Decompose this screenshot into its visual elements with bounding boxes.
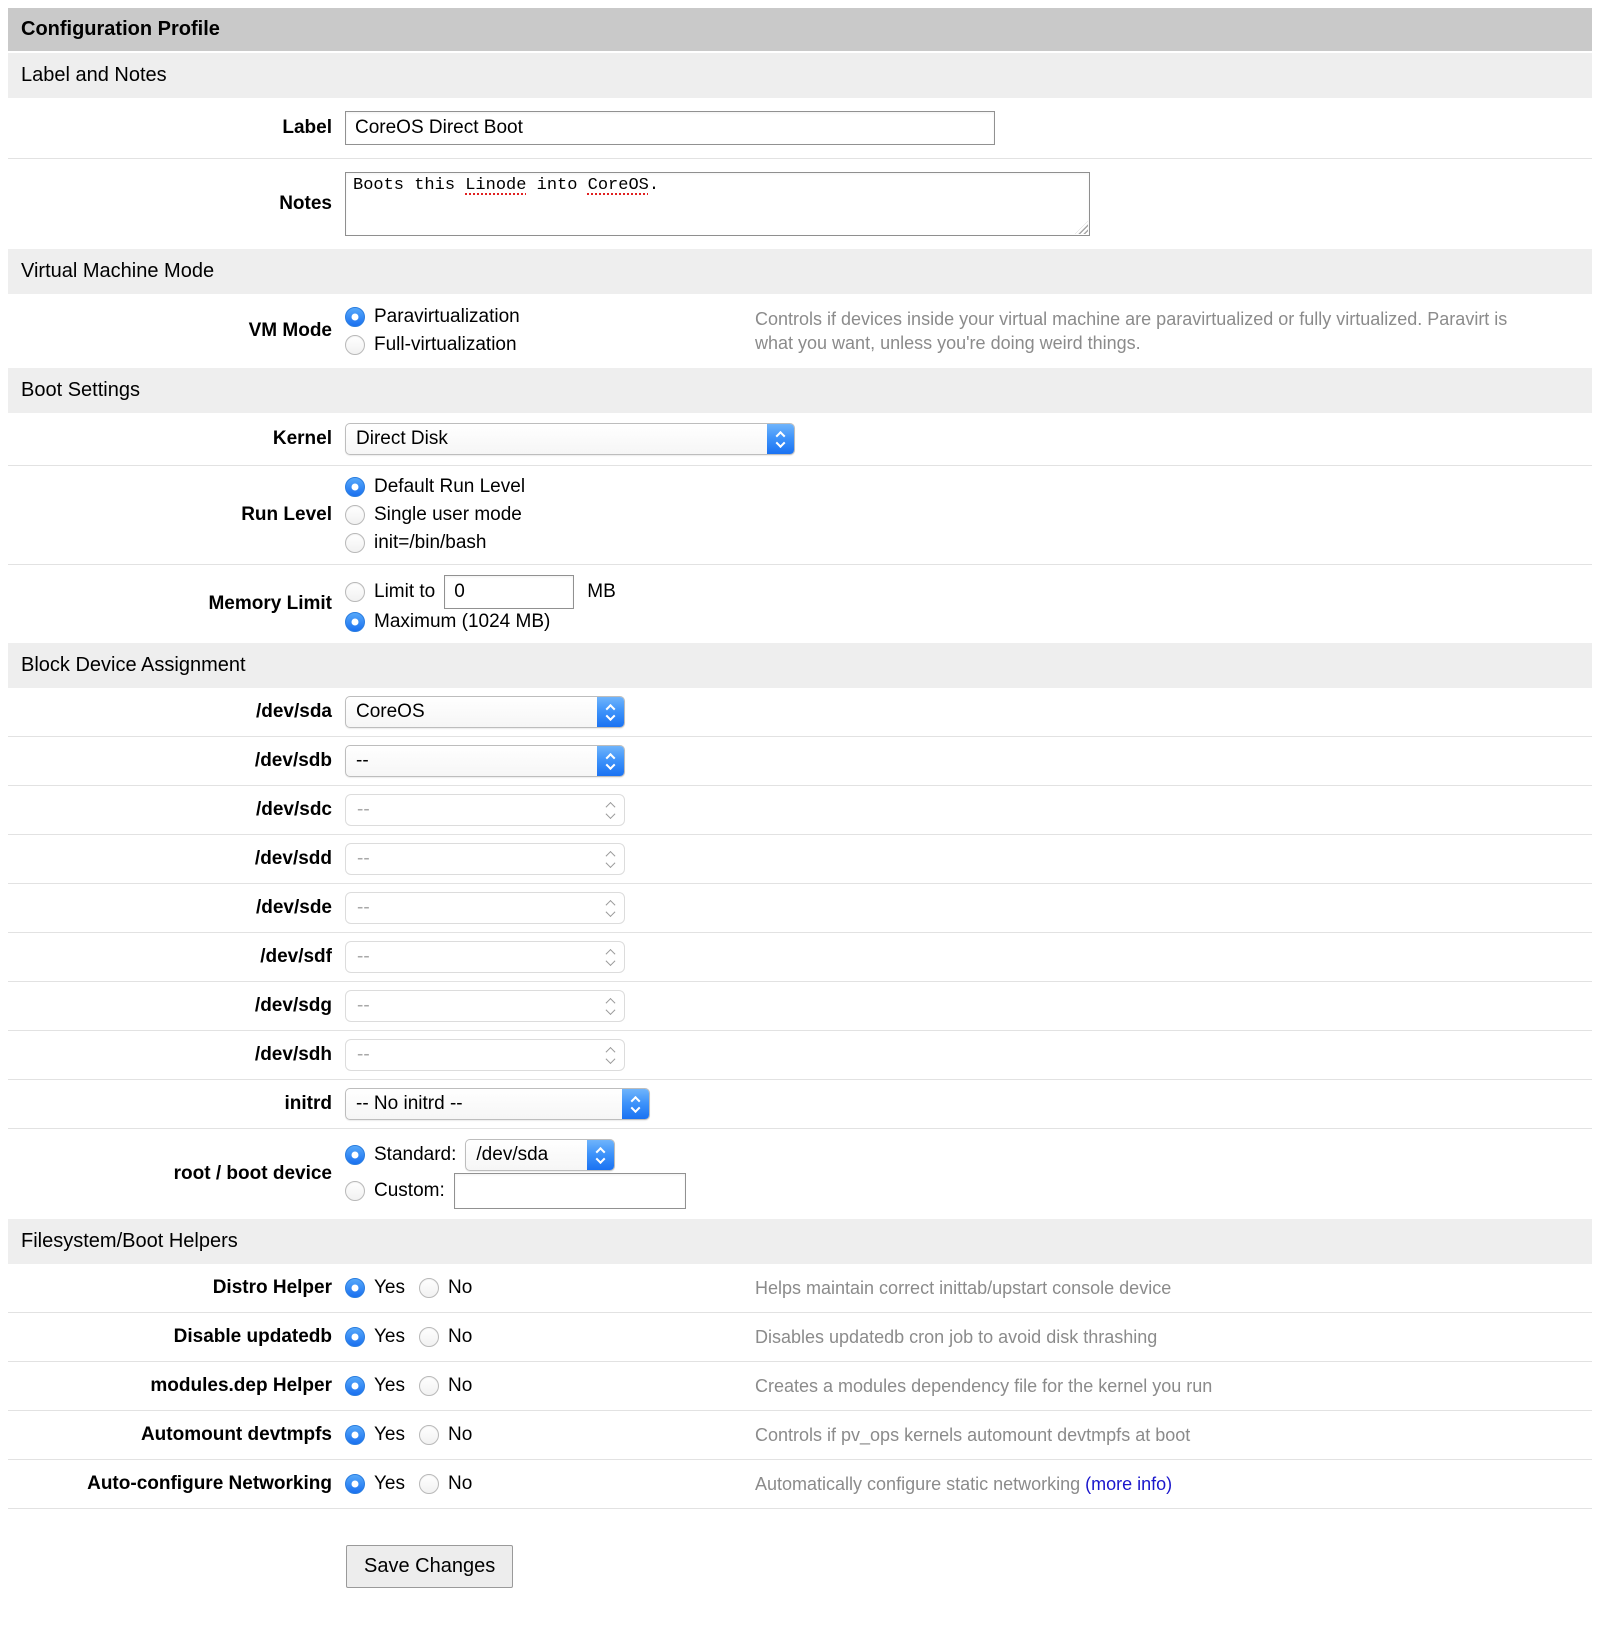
radio-option-yes[interactable] [345, 1373, 405, 1399]
radio-unselected-icon[interactable] [419, 1376, 439, 1396]
textarea-resize-handle-icon[interactable] [1075, 221, 1088, 234]
vm-mode-help-text: Controls if devices inside your virtual machine are paravirtualized or fully virtualized. Paravirt is what you want, unless you're doing weird things. [755, 308, 1508, 353]
device-label: /dev/sdc [255, 799, 332, 820]
kernel-label: Kernel [272, 428, 332, 449]
radio-option-no[interactable] [419, 1373, 472, 1399]
radio-label[interactable]: init=/bin/bash [374, 532, 487, 553]
more-info-link[interactable]: (more info) [1085, 1473, 1173, 1494]
initrd-select-value: -- No initrd -- [356, 1093, 463, 1114]
memory-limit-row [8, 564, 1592, 643]
memory-unit-label: MB [587, 581, 616, 602]
device-select-value: -- [357, 995, 370, 1016]
section-heading-block-devices: Block Device Assignment [8, 643, 1592, 688]
device-select-sdg-disabled [345, 990, 625, 1022]
section-heading-label-and-notes: Label and Notes [8, 53, 1592, 98]
device-select-sde-disabled [345, 892, 625, 924]
label-input[interactable] [345, 111, 995, 145]
device-label: /dev/sdf [260, 946, 332, 967]
select-arrows-icon [607, 998, 614, 1015]
device-select-sdc-disabled [345, 794, 625, 826]
device-select-value: -- [357, 799, 370, 820]
block-device-row-sdf [8, 932, 1592, 981]
helper-label: Automount devtmpfs [140, 1424, 332, 1445]
section-heading-boot-settings: Boot Settings [8, 368, 1592, 413]
run-level-row [8, 465, 1592, 564]
radio-option-limit-to[interactable] [345, 575, 1592, 609]
radio-unselected-icon[interactable] [419, 1425, 439, 1445]
device-select-sdh-disabled [345, 1039, 625, 1071]
radio-option-full-virtualization[interactable] [345, 332, 755, 358]
helper-help-text: Helps maintain correct inittab/upstart console device [755, 1277, 1172, 1298]
device-select-sdd-disabled [345, 843, 625, 875]
device-select-value: -- [357, 946, 370, 967]
section-block-device-assignment [8, 643, 1592, 1219]
radio-option-no[interactable] [419, 1471, 472, 1497]
radio-label[interactable]: No [448, 1326, 473, 1347]
vm-mode-row [8, 294, 1592, 368]
page-title: Configuration Profile [8, 8, 1592, 51]
notes-misspelled-word: Linode [465, 176, 527, 195]
radio-selected-icon[interactable] [345, 477, 365, 497]
section-virtual-machine-mode [8, 249, 1592, 368]
radio-selected-icon[interactable] [345, 1145, 365, 1165]
helper-row-auto-configure-networking [8, 1459, 1592, 1508]
radio-option-yes[interactable] [345, 1422, 405, 1448]
device-label: /dev/sdb [254, 750, 332, 771]
custom-root-device-input[interactable] [454, 1173, 686, 1209]
block-device-row-sdb [8, 736, 1592, 785]
radio-option-standard[interactable] [345, 1139, 1592, 1171]
device-label: /dev/sdd [254, 848, 332, 869]
radio-label[interactable]: Maximum (1024 MB) [374, 611, 551, 632]
kernel-select[interactable] [345, 423, 795, 455]
radio-label[interactable]: No [448, 1277, 473, 1298]
root-boot-device-row [8, 1128, 1592, 1219]
memory-limit-label: Memory Limit [208, 593, 332, 614]
helper-label: Distro Helper [212, 1277, 332, 1298]
label-field-label: Label [282, 117, 332, 138]
kernel-row [8, 413, 1592, 465]
radio-unselected-icon[interactable] [419, 1278, 439, 1298]
radio-option-init-bin-bash[interactable] [345, 530, 1592, 556]
radio-label[interactable]: Yes [374, 1326, 405, 1347]
helper-row-automount-devtmpfs [8, 1410, 1592, 1459]
block-device-row-sdg [8, 981, 1592, 1030]
vm-mode-label: VM Mode [248, 320, 332, 341]
radio-label[interactable]: Yes [374, 1277, 405, 1298]
radio-label[interactable]: Paravirtualization [374, 306, 520, 327]
memory-limit-input[interactable] [444, 575, 574, 609]
helper-row-disable-updatedb [8, 1312, 1592, 1361]
initrd-row [8, 1079, 1592, 1128]
radio-option-paravirtualization[interactable] [345, 304, 755, 330]
radio-option-single-user-mode[interactable] [345, 502, 1592, 528]
device-label: /dev/sde [255, 897, 332, 918]
radio-option-yes[interactable] [345, 1324, 405, 1350]
helper-row-distro-helper [8, 1264, 1592, 1312]
radio-selected-icon[interactable] [345, 1278, 365, 1298]
save-changes-button[interactable]: Save Changes [346, 1545, 513, 1588]
notes-textarea[interactable] [345, 172, 1090, 236]
radio-option-yes[interactable] [345, 1471, 405, 1497]
device-select-value: CoreOS [356, 701, 425, 722]
radio-unselected-icon[interactable] [345, 582, 365, 602]
notes-misspelled-word: CoreOS [587, 176, 649, 195]
select-arrows-icon [597, 697, 624, 727]
radio-label[interactable]: Full-virtualization [374, 334, 517, 355]
helper-help-text [755, 1472, 1515, 1496]
helper-help-text: Controls if pv_ops kernels automount devtmpfs at boot [755, 1424, 1191, 1445]
radio-label[interactable]: Standard: [374, 1144, 457, 1165]
radio-unselected-icon[interactable] [345, 505, 365, 525]
device-select-value: -- [356, 750, 369, 771]
standard-device-select[interactable] [465, 1139, 615, 1171]
device-select-value: -- [357, 848, 370, 869]
select-arrows-icon [587, 1140, 614, 1170]
radio-unselected-icon[interactable] [345, 1181, 365, 1201]
radio-option-no[interactable] [419, 1422, 472, 1448]
radio-selected-icon[interactable] [345, 307, 365, 327]
section-heading-vm-mode: Virtual Machine Mode [8, 249, 1592, 294]
radio-label[interactable]: Limit to [374, 581, 436, 602]
radio-label[interactable]: No [448, 1375, 473, 1396]
notes-field-label: Notes [279, 193, 332, 214]
radio-selected-icon[interactable] [345, 612, 365, 632]
radio-option-no[interactable] [419, 1324, 472, 1350]
block-device-row-sdh [8, 1030, 1592, 1079]
radio-option-custom[interactable] [345, 1173, 1592, 1209]
select-arrows-icon [607, 949, 614, 966]
device-label: /dev/sdh [254, 1044, 332, 1065]
select-arrows-icon [607, 851, 614, 868]
radio-label[interactable]: Yes [374, 1424, 405, 1445]
radio-selected-icon[interactable] [345, 1425, 365, 1445]
radio-unselected-icon[interactable] [345, 533, 365, 553]
radio-option-yes[interactable] [345, 1275, 405, 1301]
radio-unselected-icon[interactable] [345, 335, 365, 355]
radio-option-default-run-level[interactable] [345, 474, 1592, 500]
initrd-select[interactable] [345, 1088, 650, 1120]
standard-device-select-value: /dev/sda [476, 1144, 549, 1165]
initrd-label: initrd [284, 1093, 332, 1114]
section-boot-settings [8, 368, 1592, 643]
root-boot-device-label: root / boot device [173, 1163, 332, 1184]
radio-option-maximum[interactable] [345, 611, 1592, 633]
radio-selected-icon[interactable] [345, 1474, 365, 1494]
select-arrows-icon [607, 1047, 614, 1064]
section-filesystem-boot-helpers [8, 1219, 1592, 1508]
select-arrows-icon [607, 900, 614, 917]
helper-row-modules-dep [8, 1361, 1592, 1410]
block-device-row-sdd [8, 834, 1592, 883]
radio-label[interactable]: Yes [374, 1375, 405, 1396]
radio-label[interactable]: No [448, 1424, 473, 1445]
helper-label: modules.dep Helper [150, 1375, 332, 1396]
device-label: /dev/sda [255, 701, 332, 722]
radio-label[interactable]: Custom: [374, 1180, 445, 1201]
radio-unselected-icon[interactable] [419, 1327, 439, 1347]
helper-help-text: Creates a modules dependency file for the kernel you run [755, 1375, 1213, 1396]
radio-label[interactable]: Yes [374, 1473, 405, 1494]
device-select-sda[interactable] [345, 696, 625, 728]
block-device-row-sde [8, 883, 1592, 932]
radio-option-no[interactable] [419, 1275, 472, 1301]
select-arrows-icon [597, 746, 624, 776]
radio-label[interactable]: Default Run Level [374, 476, 526, 497]
helper-help-text: Disables updatedb cron job to avoid disk thrashing [755, 1326, 1158, 1347]
device-select-value: -- [357, 1044, 370, 1065]
kernel-select-value: Direct Disk [356, 428, 448, 449]
select-arrows-icon [767, 424, 794, 454]
radio-label[interactable]: No [448, 1473, 473, 1494]
notes-row [8, 158, 1592, 249]
helper-label: Disable updatedb [173, 1326, 332, 1347]
section-heading-helpers: Filesystem/Boot Helpers [8, 1219, 1592, 1264]
helper-label: Auto-configure Networking [87, 1473, 332, 1494]
helper-help-text-fragment: Automatically configure static networking [755, 1473, 1086, 1494]
run-level-label: Run Level [241, 504, 332, 525]
device-select-sdb[interactable] [345, 745, 625, 777]
section-label-and-notes [8, 53, 1592, 249]
select-arrows-icon [622, 1089, 649, 1119]
notes-text: Boots this [353, 176, 466, 195]
device-select-value: -- [357, 897, 370, 918]
select-arrows-icon [607, 802, 614, 819]
block-device-row-sda [8, 688, 1592, 736]
configuration-profile-page [8, 8, 1592, 1602]
notes-text: . [648, 176, 660, 195]
radio-unselected-icon[interactable] [419, 1474, 439, 1494]
radio-label[interactable]: Single user mode [374, 504, 522, 525]
radio-selected-icon[interactable] [345, 1376, 365, 1396]
label-row [8, 98, 1592, 158]
device-label: /dev/sdg [254, 995, 332, 1016]
device-select-sdf-disabled [345, 941, 625, 973]
notes-text: into [526, 176, 588, 195]
radio-selected-icon[interactable] [345, 1327, 365, 1347]
block-device-row-sdc [8, 785, 1592, 834]
save-area [8, 1508, 1592, 1602]
